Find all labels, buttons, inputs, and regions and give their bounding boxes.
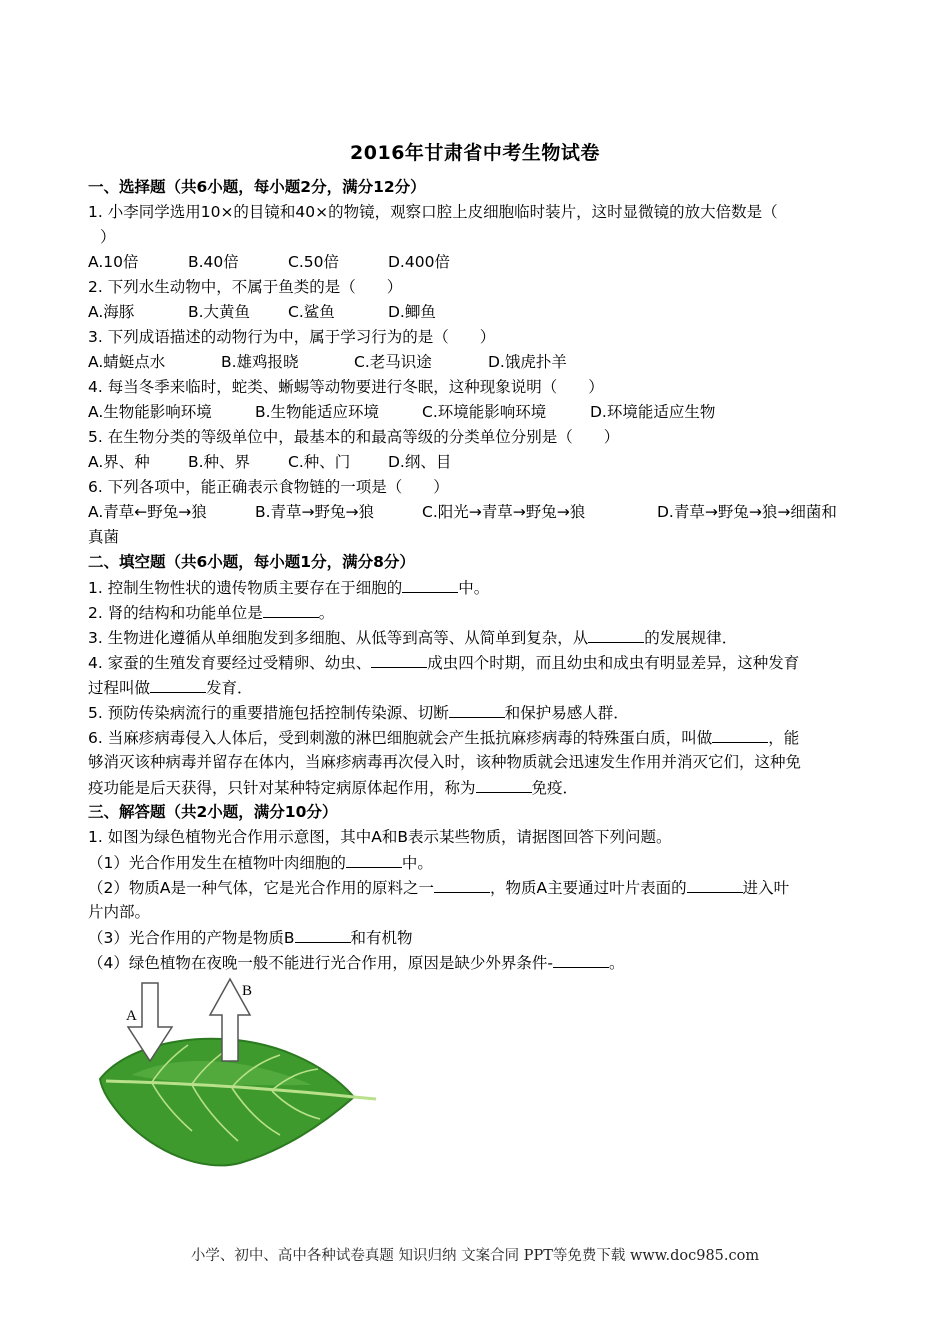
- question-1-stem-wrap: ）: [100, 228, 116, 246]
- question-6-stem: 6. 下列各项中，能正确表示食物链的一项是（ ）: [88, 478, 449, 496]
- question-3-options: [88, 350, 870, 375]
- solve-sub-2-wrap: 片内部。: [88, 903, 151, 921]
- fill-text: 3. 生物进化遵循从单细胞发到多细胞、从低等到高等、从简单到复杂，从: [88, 629, 589, 647]
- fill-text: 6. 当麻疹病毒侵入人体后，受到刺激的淋巴细胞就会产生抵抗麻疹病毒的特殊蛋白质，叫做: [88, 729, 713, 747]
- page-footer: 小学、初中、高中各种试卷真题 知识归纳 文案合同 PPT等免费下载 www.doc985.com: [190, 1248, 760, 1264]
- option-b[interactable]: B.大黄鱼: [188, 303, 251, 321]
- option-a[interactable]: A.海豚: [88, 303, 135, 321]
- option-d[interactable]: D.环境能适应生物: [590, 403, 716, 421]
- option-b[interactable]: B.40倍: [188, 253, 239, 271]
- fill-question-6: [88, 725, 870, 751]
- option-d[interactable]: D.饿虎扑羊: [488, 353, 567, 371]
- solve-sub-1: [88, 850, 870, 876]
- answer-blank[interactable]: [712, 725, 768, 743]
- solve-question-1-stem: 1. 如图为绿色植物光合作用示意图，其中A和B表示某些物质，请据图回答下列问题。: [88, 828, 672, 846]
- section-heading-choice: 一、选择题（共6小题，每小题2分，满分12分）: [88, 178, 426, 196]
- fill-text: 1. 控制生物性状的遗传物质主要存在于细胞的: [88, 579, 403, 597]
- fill-text: 的发展规律．: [644, 629, 738, 647]
- answer-blank[interactable]: [553, 950, 609, 968]
- question-6-option-d-wrap: 真菌: [88, 528, 120, 546]
- fill-question-4: [88, 650, 870, 676]
- question-4-stem: 4. 每当冬季来临时，蛇类、蜥蜴等动物要进行冬眠，这种现象说明（ ）: [88, 378, 604, 396]
- answer-blank[interactable]: [371, 650, 427, 668]
- answer-blank[interactable]: [588, 625, 644, 643]
- fill-question-6-wrap-2: [88, 775, 870, 801]
- option-a[interactable]: A.生物能影响环境: [88, 403, 212, 421]
- option-b[interactable]: B.雄鸡报晓: [221, 353, 299, 371]
- option-c[interactable]: C.种、门: [288, 453, 351, 471]
- page-title: 2016年甘肃省中考生物试卷: [350, 142, 600, 164]
- option-b[interactable]: B.种、界: [188, 453, 251, 471]
- fill-text: 免疫．: [531, 779, 579, 797]
- option-b[interactable]: B.生物能适应环境: [255, 403, 380, 421]
- answer-blank[interactable]: [150, 675, 206, 693]
- fill-text: 2. 肾的结构和功能单位是: [88, 604, 263, 622]
- section-heading-fill: 二、填空题（共6小题，每小题1分，满分8分）: [88, 553, 415, 571]
- option-c[interactable]: C.老马识途: [354, 353, 432, 371]
- fill-text: 。: [608, 954, 625, 972]
- fill-question-1: [88, 575, 870, 601]
- fill-question-2: [88, 600, 870, 626]
- fill-question-4-wrap: [88, 675, 870, 701]
- answer-blank[interactable]: [687, 875, 743, 893]
- fill-text: 过程叫做: [88, 679, 151, 697]
- fill-text: （3）光合作用的产物是物质B: [88, 929, 295, 947]
- answer-blank[interactable]: [434, 875, 490, 893]
- option-c[interactable]: C.阳光→青草→野兔→狼: [422, 503, 586, 521]
- solve-sub-3: [88, 925, 870, 951]
- fill-question-3: [88, 625, 870, 651]
- label-a: A: [126, 1008, 137, 1024]
- fill-text: 。: [318, 604, 335, 622]
- fill-text: 中。: [458, 579, 490, 597]
- answer-blank[interactable]: [295, 925, 351, 943]
- fill-text: ，能: [768, 729, 800, 747]
- photosynthesis-leaf-figure: [92, 975, 382, 1195]
- fill-text: 5. 预防传染病流行的重要措施包括控制传染源、切断: [88, 704, 449, 722]
- question-4-options: [88, 400, 870, 425]
- fill-question-6-wrap-1: 够消灭该种病毒并留存在体内，当麻疹病毒再次侵入时，该种物质就会迅速发生作用并消灭它们，这种免: [88, 753, 802, 771]
- fill-text: 发育．: [206, 679, 253, 697]
- fill-text: 进入叶: [742, 879, 790, 897]
- fill-text: 4. 家蚕的生殖发育要经过受精卵、幼虫、: [88, 654, 372, 672]
- answer-blank[interactable]: [402, 575, 458, 593]
- label-b: B: [242, 983, 253, 999]
- question-1-stem: 1. 小李同学选用10×的目镜和40×的物镜，观察口腔上皮细胞临时装片，这时显微镜的放大倍数是（: [88, 203, 778, 221]
- question-5-stem: 5. 在生物分类的等级单位中，最基本的和最高等级的分类单位分别是（ ）: [88, 428, 620, 446]
- option-d[interactable]: D.400倍: [388, 253, 450, 271]
- fill-text: 成虫四个时期，而且幼虫和成虫有明显差异，这种发育: [427, 654, 800, 672]
- option-d[interactable]: D.纲、目: [388, 453, 452, 471]
- option-a[interactable]: A.蜻蜓点水: [88, 353, 166, 371]
- fill-question-5: [88, 700, 870, 726]
- fill-text: 中。: [401, 854, 433, 872]
- option-a[interactable]: A.界、种: [88, 453, 150, 471]
- answer-blank[interactable]: [476, 775, 532, 793]
- option-c[interactable]: C.环境能影响环境: [422, 403, 547, 421]
- answer-blank[interactable]: [346, 850, 402, 868]
- option-a[interactable]: A.10倍: [88, 253, 139, 271]
- question-6-options: [88, 500, 870, 525]
- question-2-options: [88, 300, 870, 325]
- option-d[interactable]: D.青草→野兔→狼→细菌和: [657, 503, 837, 521]
- question-1-options: [88, 250, 870, 275]
- option-c[interactable]: C.50倍: [288, 253, 339, 271]
- fill-text: 疫功能是后天获得，只针对某种特定病原体起作用，称为: [88, 779, 476, 797]
- fill-text: （4）绿色植物在夜晚一般不能进行光合作用，原因是缺少外界条件-: [88, 954, 553, 972]
- fill-text: 和保护易感人群．: [504, 704, 629, 722]
- option-b[interactable]: B.青草→野兔→狼: [255, 503, 375, 521]
- question-2-stem: 2. 下列水生动物中，不属于鱼类的是（ ）: [88, 278, 403, 296]
- option-a[interactable]: A.青草←野兔→狼: [88, 503, 207, 521]
- option-c[interactable]: C.鲨鱼: [288, 303, 335, 321]
- fill-text: （1）光合作用发生在植物叶肉细胞的: [88, 854, 346, 872]
- fill-text: ，物质A主要通过叶片表面的: [489, 879, 687, 897]
- solve-sub-4: [88, 950, 870, 976]
- question-3-stem: 3. 下列成语描述的动物行为中，属于学习行为的是（ ）: [88, 328, 496, 346]
- answer-blank[interactable]: [449, 700, 505, 718]
- solve-sub-2: [88, 875, 870, 901]
- section-heading-solve: 三、解答题（共2小题，满分10分）: [88, 803, 338, 821]
- answer-blank[interactable]: [263, 600, 319, 618]
- option-d[interactable]: D.鲫鱼: [388, 303, 436, 321]
- fill-text: （2）物质A是一种气体，它是光合作用的原料之一: [88, 879, 434, 897]
- fill-text: 和有机物: [350, 929, 413, 947]
- question-5-options: [88, 450, 870, 475]
